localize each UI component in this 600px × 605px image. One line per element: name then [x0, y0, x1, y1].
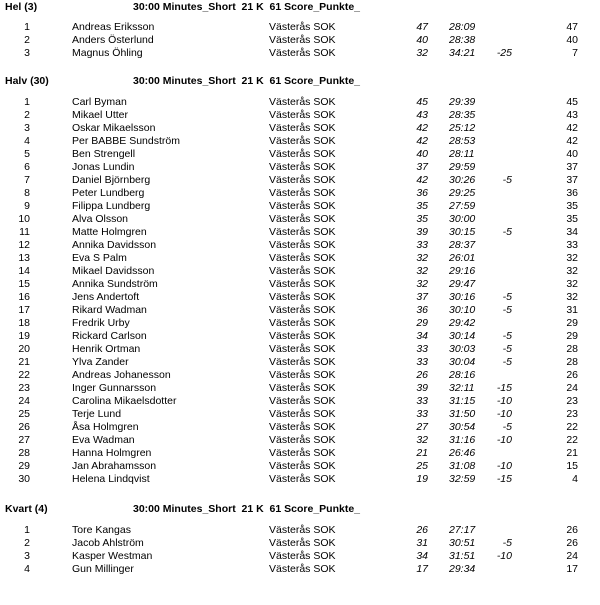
runner-name: Ylva Zander [72, 356, 129, 368]
runner-name: Annika Sundström [72, 278, 158, 290]
total-points: 35 [566, 213, 578, 225]
result-row [0, 226, 600, 239]
runner-name: Jacob Ahlström [72, 537, 144, 549]
runner-name: Andreas Johanesson [72, 369, 171, 381]
result-row [0, 460, 600, 473]
result-row [0, 109, 600, 122]
result-row [0, 96, 600, 109]
result-row [0, 213, 600, 226]
club-name: Västerås SOK [269, 434, 336, 446]
place-cell: 20 [18, 343, 30, 355]
result-row [0, 161, 600, 174]
place-cell: 19 [18, 330, 30, 342]
run-time: 30:54 [449, 421, 476, 433]
run-time: 27:59 [449, 200, 476, 212]
club-name: Västerås SOK [269, 34, 336, 46]
score-points: 32 [416, 278, 428, 290]
penalty-points: -5 [502, 226, 512, 238]
score-points: 36 [416, 304, 428, 316]
run-time: 28:11 [449, 148, 475, 160]
runner-name: Helena Lindqvist [72, 473, 150, 485]
place-cell: 1 [24, 21, 30, 33]
score-points: 37 [416, 291, 428, 303]
class-name: Kvart (4) [5, 503, 48, 515]
total-points: 42 [566, 122, 578, 134]
run-time: 31:50 [449, 408, 476, 420]
place-cell: 8 [24, 187, 30, 199]
club-name: Västerås SOK [269, 187, 336, 199]
penalty-points: -5 [502, 343, 512, 355]
class-name: Halv (30) [5, 75, 49, 87]
total-points: 28 [566, 356, 578, 368]
club-name: Västerås SOK [269, 21, 336, 33]
total-points: 22 [566, 434, 578, 446]
runner-name: Mikael Utter [72, 109, 129, 121]
place-cell: 24 [18, 395, 30, 407]
place-cell: 18 [18, 317, 30, 329]
penalty-points: -10 [496, 434, 512, 446]
place-cell: 4 [24, 135, 30, 147]
score-points: 39 [416, 226, 428, 238]
run-time: 28:16 [449, 369, 476, 381]
run-time: 34:21 [449, 47, 476, 59]
total-points: 28 [566, 343, 578, 355]
club-name: Västerås SOK [269, 161, 336, 173]
total-points: 17 [566, 563, 578, 575]
result-row [0, 135, 600, 148]
club-name: Västerås SOK [269, 278, 336, 290]
result-row [0, 395, 600, 408]
total-points: 26 [566, 524, 578, 536]
total-points: 15 [566, 460, 578, 472]
total-points: 43 [566, 109, 578, 121]
run-time: 30:00 [449, 213, 476, 225]
run-time: 32:11 [449, 382, 475, 394]
runner-name: Magnus Öhling [72, 47, 143, 59]
total-points: 23 [566, 395, 578, 407]
result-row [0, 34, 600, 47]
club-name: Västerås SOK [269, 382, 336, 394]
club-name: Västerås SOK [269, 265, 336, 277]
place-cell: 29 [18, 460, 30, 472]
place-cell: 13 [18, 252, 30, 264]
runner-name: Mikael Davidsson [72, 265, 155, 277]
runner-name: Eva S Palm [72, 252, 127, 264]
result-row [0, 239, 600, 252]
total-points: 7 [572, 47, 578, 59]
penalty-points: -5 [502, 330, 512, 342]
result-row [0, 278, 600, 291]
score-points: 32 [416, 252, 428, 264]
place-cell: 14 [18, 265, 30, 277]
class-header [0, 75, 600, 88]
score-points: 36 [416, 187, 428, 199]
total-points: 40 [566, 148, 578, 160]
total-points: 32 [566, 252, 578, 264]
runner-name: Henrik Ortman [72, 343, 141, 355]
place-cell: 30 [18, 473, 30, 485]
score-points: 33 [416, 343, 428, 355]
penalty-points: -10 [496, 550, 512, 562]
result-row [0, 447, 600, 460]
total-points: 33 [566, 239, 578, 251]
club-name: Västerås SOK [269, 174, 336, 186]
club-name: Västerås SOK [269, 460, 336, 472]
results-list [0, 21, 600, 60]
score-points: 29 [416, 317, 428, 329]
run-time: 28:53 [449, 135, 476, 147]
score-points: 25 [416, 460, 428, 472]
club-name: Västerås SOK [269, 563, 336, 575]
result-row [0, 252, 600, 265]
penalty-points: -5 [502, 174, 512, 186]
total-points: 26 [566, 369, 578, 381]
club-name: Västerås SOK [269, 524, 336, 536]
result-row [0, 148, 600, 161]
run-time: 28:37 [449, 239, 476, 251]
run-time: 29:16 [449, 265, 476, 277]
run-time: 28:35 [449, 109, 476, 121]
club-name: Västerås SOK [269, 148, 336, 160]
results-section-kvart [0, 503, 600, 576]
total-points: 47 [566, 21, 578, 33]
total-points: 23 [566, 408, 578, 420]
club-name: Västerås SOK [269, 408, 336, 420]
result-row [0, 200, 600, 213]
score-points: 33 [416, 356, 428, 368]
runner-name: Jan Abrahamsson [72, 460, 157, 472]
class-header [0, 503, 600, 516]
score-points: 32 [416, 265, 428, 277]
run-time: 31:08 [449, 460, 476, 472]
runner-name: Terje Lund [72, 408, 122, 420]
result-row [0, 356, 600, 369]
result-row [0, 174, 600, 187]
total-points: 29 [566, 330, 578, 342]
runner-name: Peter Lundberg [72, 187, 145, 199]
total-points: 45 [566, 96, 578, 108]
total-points: 32 [566, 265, 578, 277]
total-points: 34 [566, 226, 578, 238]
club-name: Västerås SOK [269, 135, 336, 147]
place-cell: 2 [24, 537, 30, 549]
run-time: 30:10 [449, 304, 476, 316]
club-name: Västerås SOK [269, 330, 336, 342]
runner-name: Rickard Carlson [72, 330, 147, 342]
class-header [0, 1, 600, 14]
results-section-hel [0, 1, 600, 60]
club-name: Västerås SOK [269, 395, 336, 407]
place-cell: 3 [24, 122, 30, 134]
place-cell: 2 [24, 109, 30, 121]
runner-name: Hanna Holmgren [72, 447, 152, 459]
result-row [0, 408, 600, 421]
course-description: 30:00 Minutes_Short 21 K 61 Score_Punkte_ [133, 1, 361, 13]
score-points: 32 [416, 47, 428, 59]
result-row [0, 563, 600, 576]
penalty-points: -5 [502, 304, 512, 316]
result-row [0, 304, 600, 317]
club-name: Västerås SOK [269, 239, 336, 251]
run-time: 29:39 [449, 96, 476, 108]
place-cell: 15 [18, 278, 30, 290]
result-row [0, 317, 600, 330]
runner-name: Eva Wadman [72, 434, 135, 446]
run-time: 29:25 [449, 187, 476, 199]
place-cell: 25 [18, 408, 30, 420]
total-points: 21 [566, 447, 578, 459]
total-points: 24 [566, 382, 578, 394]
club-name: Västerås SOK [269, 109, 336, 121]
penalty-points: -10 [496, 408, 512, 420]
total-points: 29 [566, 317, 578, 329]
run-time: 25:12 [449, 122, 476, 134]
club-name: Västerås SOK [269, 47, 336, 59]
results-list [0, 524, 600, 576]
results-list [0, 96, 600, 486]
result-row [0, 21, 600, 34]
club-name: Västerås SOK [269, 122, 336, 134]
club-name: Västerås SOK [269, 447, 336, 459]
result-row [0, 537, 600, 550]
runner-name: Oskar Mikaelsson [72, 122, 156, 134]
penalty-points: -15 [496, 473, 512, 485]
score-points: 33 [416, 395, 428, 407]
runner-name: Matte Holmgren [72, 226, 147, 238]
runner-name: Gun Millinger [72, 563, 134, 575]
runner-name: Åsa Holmgren [72, 421, 139, 433]
club-name: Västerås SOK [269, 200, 336, 212]
penalty-points: -10 [496, 395, 512, 407]
total-points: 22 [566, 421, 578, 433]
penalty-points: -10 [496, 460, 512, 472]
place-cell: 1 [24, 524, 30, 536]
club-name: Västerås SOK [269, 291, 336, 303]
total-points: 37 [566, 174, 578, 186]
club-name: Västerås SOK [269, 252, 336, 264]
score-points: 39 [416, 382, 428, 394]
score-points: 34 [416, 330, 428, 342]
runner-name: Daniel Björnberg [72, 174, 151, 186]
place-cell: 22 [18, 369, 30, 381]
course-description: 30:00 Minutes_Short 21 K 61 Score_Punkte_ [133, 75, 361, 87]
score-points: 33 [416, 408, 428, 420]
runner-name: Annika Davidsson [72, 239, 157, 251]
runner-name: Per BABBE Sundström [72, 135, 180, 147]
runner-name: Carolina Mikaelsdotter [72, 395, 177, 407]
place-cell: 23 [18, 382, 30, 394]
run-time: 29:59 [449, 161, 476, 173]
total-points: 40 [566, 34, 578, 46]
total-points: 24 [566, 550, 578, 562]
runner-name: Alva Olsson [72, 213, 129, 225]
run-time: 30:14 [449, 330, 476, 342]
runner-name: Jens Andertoft [72, 291, 140, 303]
place-cell: 9 [24, 200, 30, 212]
penalty-points: -15 [496, 382, 512, 394]
penalty-points: -25 [496, 47, 512, 59]
score-points: 21 [416, 447, 428, 459]
runner-name: Filippa Lundberg [72, 200, 151, 212]
place-cell: 7 [24, 174, 30, 186]
club-name: Västerås SOK [269, 356, 336, 368]
result-row [0, 421, 600, 434]
place-cell: 4 [24, 563, 30, 575]
run-time: 31:16 [449, 434, 476, 446]
run-time: 29:42 [449, 317, 476, 329]
run-time: 29:47 [449, 278, 476, 290]
club-name: Västerås SOK [269, 537, 336, 549]
score-points: 33 [416, 239, 428, 251]
runner-name: Fredrik Urby [72, 317, 130, 329]
runner-name: Jonas Lundin [72, 161, 135, 173]
result-row [0, 369, 600, 382]
class-name: Hel (3) [5, 1, 38, 13]
total-points: 31 [566, 304, 578, 316]
result-row [0, 382, 600, 395]
place-cell: 3 [24, 47, 30, 59]
score-points: 17 [416, 563, 428, 575]
total-points: 36 [566, 187, 578, 199]
penalty-points: -5 [502, 537, 512, 549]
runner-name: Inger Gunnarsson [72, 382, 157, 394]
run-time: 30:15 [449, 226, 476, 238]
place-cell: 3 [24, 550, 30, 562]
runner-name: Tore Kangas [72, 524, 131, 536]
runner-name: Andreas Eriksson [72, 21, 155, 33]
run-time: 32:59 [449, 473, 476, 485]
place-cell: 17 [18, 304, 30, 316]
run-time: 28:38 [449, 34, 476, 46]
result-row [0, 291, 600, 304]
place-cell: 1 [24, 96, 30, 108]
run-time: 30:16 [449, 291, 476, 303]
total-points: 37 [566, 161, 578, 173]
run-time: 29:34 [449, 563, 476, 575]
total-points: 32 [566, 291, 578, 303]
score-points: 37 [416, 161, 428, 173]
club-name: Västerås SOK [269, 343, 336, 355]
place-cell: 16 [18, 291, 30, 303]
run-time: 31:51 [449, 550, 476, 562]
score-points: 26 [416, 524, 428, 536]
score-points: 40 [416, 148, 428, 160]
runner-name: Rikard Wadman [72, 304, 147, 316]
penalty-points: -5 [502, 291, 512, 303]
place-cell: 12 [18, 239, 30, 251]
result-row [0, 550, 600, 563]
run-time: 27:17 [449, 524, 476, 536]
place-cell: 6 [24, 161, 30, 173]
runner-name: Carl Byman [72, 96, 127, 108]
total-points: 35 [566, 200, 578, 212]
score-points: 42 [416, 174, 428, 186]
place-cell: 11 [19, 226, 30, 238]
score-points: 27 [416, 421, 428, 433]
club-name: Västerås SOK [269, 473, 336, 485]
result-row [0, 343, 600, 356]
club-name: Västerås SOK [269, 317, 336, 329]
run-time: 30:26 [449, 174, 476, 186]
result-row [0, 434, 600, 447]
score-points: 42 [416, 135, 428, 147]
club-name: Västerås SOK [269, 550, 336, 562]
runner-name: Kasper Westman [72, 550, 153, 562]
run-time: 26:46 [449, 447, 476, 459]
score-points: 40 [416, 34, 428, 46]
place-cell: 10 [18, 213, 30, 225]
results-section-halv [0, 75, 600, 486]
score-points: 42 [416, 122, 428, 134]
result-row [0, 330, 600, 343]
total-points: 26 [566, 537, 578, 549]
run-time: 26:01 [449, 252, 476, 264]
score-points: 19 [416, 473, 428, 485]
score-points: 35 [416, 213, 428, 225]
club-name: Västerås SOK [269, 304, 336, 316]
club-name: Västerås SOK [269, 421, 336, 433]
score-points: 43 [416, 109, 428, 121]
runner-name: Anders Österlund [72, 34, 154, 46]
result-row [0, 265, 600, 278]
result-row [0, 187, 600, 200]
place-cell: 21 [18, 356, 30, 368]
score-points: 32 [416, 434, 428, 446]
run-time: 30:04 [449, 356, 476, 368]
place-cell: 26 [18, 421, 30, 433]
score-points: 47 [416, 21, 428, 33]
result-row [0, 524, 600, 537]
score-points: 45 [416, 96, 428, 108]
total-points: 32 [566, 278, 578, 290]
run-time: 28:09 [449, 21, 476, 33]
result-row [0, 473, 600, 486]
result-row [0, 122, 600, 135]
run-time: 30:03 [449, 343, 476, 355]
penalty-points: -5 [502, 356, 512, 368]
club-name: Västerås SOK [269, 213, 336, 225]
run-time: 31:15 [449, 395, 476, 407]
total-points: 4 [572, 473, 578, 485]
club-name: Västerås SOK [269, 96, 336, 108]
place-cell: 27 [18, 434, 30, 446]
score-points: 35 [416, 200, 428, 212]
place-cell: 28 [18, 447, 30, 459]
place-cell: 2 [24, 34, 30, 46]
penalty-points: -5 [502, 421, 512, 433]
total-points: 42 [566, 135, 578, 147]
course-description: 30:00 Minutes_Short 21 K 61 Score_Punkte_ [133, 503, 361, 515]
runner-name: Ben Strengell [72, 148, 136, 160]
score-points: 34 [416, 550, 428, 562]
score-points: 26 [416, 369, 428, 381]
result-row [0, 47, 600, 60]
place-cell: 5 [24, 148, 30, 160]
run-time: 30:51 [449, 537, 476, 549]
score-points: 31 [416, 537, 428, 549]
club-name: Västerås SOK [269, 226, 336, 238]
club-name: Västerås SOK [269, 369, 336, 381]
